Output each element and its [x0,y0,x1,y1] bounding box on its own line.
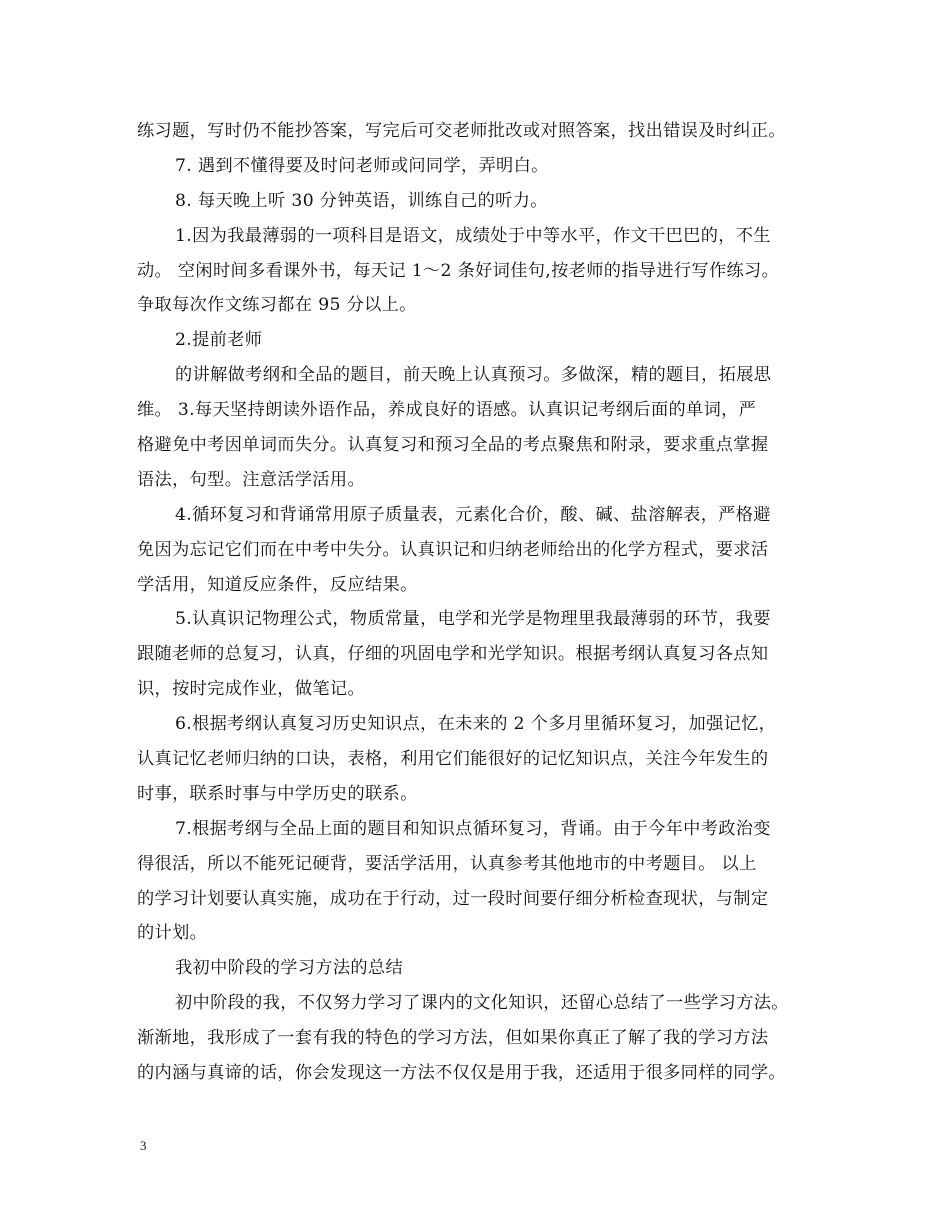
text-line: 渐渐地，我形成了一套有我的特色的学习方法，但如果你真正了解了我的学习方法 [137,1028,769,1049]
text-line: 4.循环复习和背诵常用原子质量表，元素化合价，酸、碱、盐溶解表，严格避 [175,504,771,525]
text-line: 6.根据考纲认真复习历史知识点，在未来的 2 个多月里循环复习，加强记忆， [175,714,777,735]
text-line: 8. 每天晚上听 30 分钟英语，训练自己的听力。 [175,190,548,211]
section-heading: 我初中阶段的学习方法的总结 [175,958,403,979]
text-line: 跟随老师的总复习，认真，仔细的巩固电学和光学知识。根据考纲认真复习各点知 [137,644,769,665]
page-number: 3 [140,1138,147,1153]
text-line: 语法，句型。注意活学活用。 [137,469,365,490]
text-line: 的计划。 [137,923,208,944]
text-line: 维。 3.每天坚持朗读外语作品，养成良好的语感。认真识记考纲后面的单词，严 [137,400,757,421]
text-line: 7. 遇到不懂得要及时问老师或问同学，弄明白。 [175,155,549,176]
text-line: 动。 空闲时间多看课外书，每天记 1～2 条好词佳句,按老师的指导进行写作练习。 [137,260,780,281]
text-line: 免因为忘记它们而在中考中失分。认真识记和归纳老师给出的化学方程式，要求活 [137,539,769,560]
text-line: 的学习计划要认真实施，成功在于行动，过一段时间要仔细分析检查现状，与制定 [137,888,769,909]
text-line: 识，按时完成作业，做笔记。 [137,679,365,700]
text-line: 初中阶段的我，不仅努力学习了课内的文化知识，还留心总结了一些学习方法。 [175,993,789,1014]
text-line: 7.根据考纲与全品上面的题目和知识点循环复习，背诵。由于今年中考政治变 [175,818,771,839]
text-line: 1.因为我最薄弱的一项科目是语文，成绩处于中等水平，作文干巴巴的，不生 [175,225,771,246]
text-line: 争取每次作文练习都在 95 分以上。 [137,295,417,316]
text-line: 学活用，知道反应条件，反应结果。 [137,574,418,595]
text-line: 的讲解做考纲和全品的题目，前天晚上认真预习。多做深，精的题目，拓展思 [175,365,772,386]
text-line: 2.提前老师 [175,330,263,351]
text-line: 得很活，所以不能死记硬背，要活学活用，认真参考其他地市的中考题目。 以上 [137,853,757,874]
text-line: 的内涵与真谛的话，你会发现这一方法不仅仅是用于我，还适用于很多同样的同学。 [137,1063,786,1084]
text-line: 练习题，写时仍不能抄答案，写完后可交老师批改或对照答案，找出错误及时纠正。 [137,121,786,141]
text-line: 格避免中考因单词而失分。认真复习和预习全品的考点聚焦和附录，要求重点掌握 [137,435,769,456]
body-text [137,114,827,1091]
text-line: 5.认真识记物理公式，物质常量，电学和光学是物理里我最薄弱的环节，我要 [175,609,771,630]
text-line: 时事，联系时事与中学历史的联系。 [137,783,418,804]
text-line: 认真记忆老师归纳的口诀，表格，利用它们能很好的记忆知识点，关注今年发生的 [137,749,769,770]
